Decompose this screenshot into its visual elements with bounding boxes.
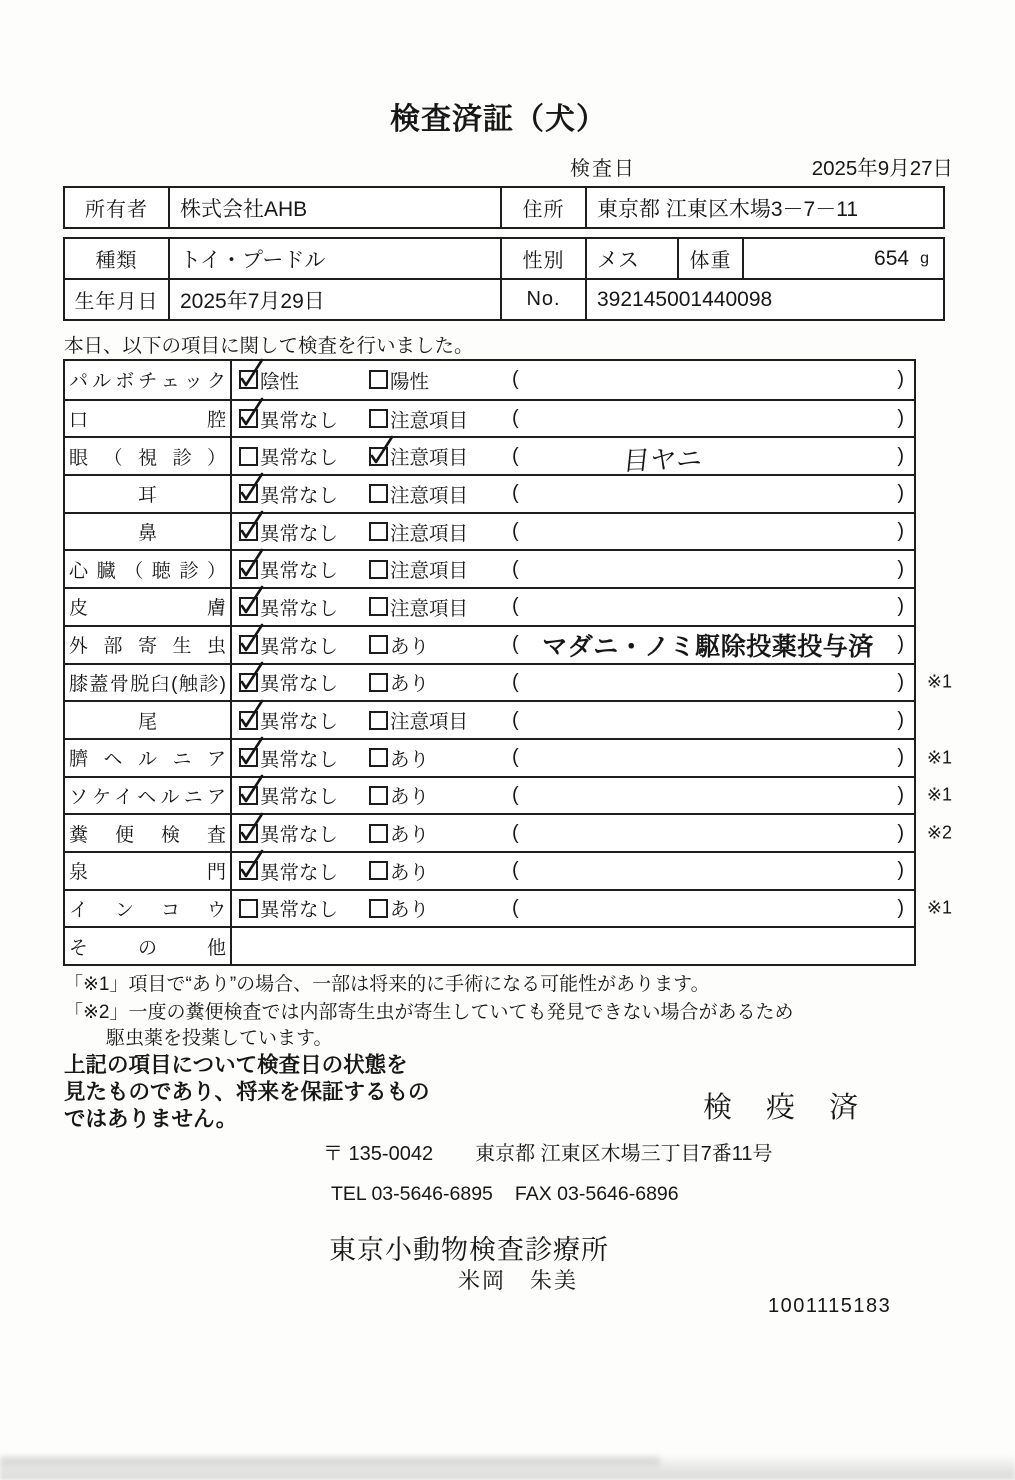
animal-info-table (63, 237, 945, 321)
row-note: ※1 (926, 747, 952, 768)
inspection-row-options (232, 551, 914, 587)
check-mark-icon (237, 584, 267, 616)
page-title: 検査済証（犬） (390, 103, 607, 136)
inspection-row-options (232, 589, 914, 625)
checkbox (369, 899, 388, 918)
exam-date-value: 2025年9月27日 (811, 157, 953, 180)
option-1 (239, 744, 369, 772)
remark-field (504, 822, 914, 845)
inspection-item-label: ソケイヘルニア (65, 778, 232, 814)
footnote-2-cont: 駆虫薬を投薬しています。 (106, 1028, 333, 1049)
option-2 (369, 366, 504, 394)
check-mark-icon (237, 848, 267, 880)
checkbox (239, 786, 258, 805)
option-2-label: 注意項目 (390, 597, 469, 620)
inspection-item-label: 糞便検査 (65, 815, 232, 851)
option-2 (369, 706, 504, 734)
paren-open: ( (512, 407, 519, 430)
check-mark-icon (237, 547, 267, 579)
option-1-label: 異常なし (260, 522, 339, 545)
owner-label: 所有者 (65, 188, 170, 227)
inspection-item-label: インコウ (65, 891, 232, 927)
option-1 (239, 668, 369, 696)
checkbox (239, 824, 258, 843)
sex-label: 性別 (502, 239, 587, 278)
inspection-table (63, 359, 952, 966)
inspection-row (65, 399, 914, 437)
option-2 (369, 593, 504, 621)
paren-close: ) (897, 708, 904, 731)
option-1 (239, 555, 369, 583)
checkbox (239, 899, 258, 918)
option-1-label: 陰性 (260, 370, 300, 393)
paren-close: ) (897, 520, 904, 543)
breed-value: トイ・プードル (170, 239, 502, 278)
option-1 (239, 781, 369, 809)
inspection-row (65, 549, 914, 587)
option-1 (239, 593, 369, 621)
paren-close: ) (897, 783, 904, 806)
intro-text: 本日、以下の項目に関して検査を行いました。 (64, 335, 474, 357)
option-1 (239, 819, 369, 847)
address-label: 住所 (502, 188, 587, 227)
option-2-label: あり (390, 861, 430, 884)
checkbox (239, 370, 258, 389)
row-note: ※1 (926, 784, 952, 805)
paren-open: ( (512, 896, 519, 919)
paren-open: ( (512, 670, 519, 693)
check-mark-icon (237, 357, 267, 389)
check-mark-icon (237, 471, 267, 503)
paren-close: ) (897, 633, 904, 656)
option-1-label: 異常なし (260, 673, 339, 696)
paren-open: ( (512, 859, 519, 882)
inspection-row-options (232, 853, 914, 889)
clinic-postal-code: 〒 135-0042 (323, 1143, 434, 1165)
row-note: ※1 (926, 671, 952, 692)
option-2-label: あり (390, 786, 430, 809)
option-2-label: 注意項目 (390, 409, 469, 432)
remark-field (504, 671, 914, 694)
remark-field (504, 627, 914, 663)
inspection-item-label: 泉門 (65, 853, 232, 889)
inspection-row (65, 436, 914, 477)
paren-open: ( (512, 368, 519, 391)
inspection-row (65, 700, 914, 738)
inspection-row-options (232, 891, 914, 927)
option-2 (369, 518, 504, 546)
option-2 (369, 819, 504, 847)
disclaimer-line: 見たものであり、将来を保証するもの (64, 1080, 430, 1104)
option-2-label: 注意項目 (390, 522, 469, 545)
checkbox (369, 635, 388, 654)
row-note: ※1 (926, 897, 952, 918)
clinic-fax: FAX 03-5646-6896 (514, 1183, 679, 1205)
remark-field (504, 746, 914, 769)
birth-row (65, 278, 943, 319)
disclaimer-line: 上記の項目について検査日の状態を (64, 1053, 408, 1077)
inspection-row-options (232, 361, 914, 399)
checkbox (239, 447, 258, 466)
checkbox (239, 560, 258, 579)
paren-close: ) (897, 557, 904, 580)
checkbox (239, 861, 258, 880)
checkbox (239, 409, 258, 428)
option-2-label: あり (390, 635, 430, 658)
inspection-item-label: 口腔 (65, 401, 232, 437)
inspection-row-options (232, 514, 914, 550)
clinic-tel: TEL 03-5646-6895 (331, 1183, 493, 1205)
check-mark-icon (237, 509, 267, 541)
option-1-label: 異常なし (260, 748, 339, 771)
inspection-item-label: 心臓（聴診） (65, 551, 232, 587)
inspection-row-options (232, 627, 914, 663)
check-mark-icon (237, 698, 267, 730)
paren-close: ) (897, 407, 904, 430)
paren-close: ) (897, 368, 904, 391)
checkbox (369, 560, 388, 579)
paren-close: ) (897, 746, 904, 769)
option-1-label: 異常なし (260, 711, 339, 734)
inspection-row-options (232, 476, 914, 512)
remark-field (504, 407, 914, 430)
option-2-label: 注意項目 (390, 484, 469, 507)
option-1 (239, 405, 369, 433)
inspection-row (65, 889, 952, 927)
inspection-row-options (232, 702, 914, 738)
option-2-label: あり (390, 748, 430, 771)
option-2-label: 陽性 (390, 370, 430, 393)
staff-name: 米岡 朱美 (458, 1268, 579, 1293)
option-1-label: 異常なし (260, 447, 339, 470)
inspection-row (65, 361, 914, 399)
paren-close: ) (897, 444, 904, 467)
inspection-row (65, 851, 914, 889)
checkbox (239, 711, 258, 730)
inspection-row-options (232, 665, 914, 701)
inspection-item-label: パルボチェック (65, 361, 232, 399)
inspection-row-options (232, 815, 914, 851)
inspection-row-options (232, 438, 914, 477)
address-value: 東京都 江東区木場3－7－11 (597, 197, 858, 221)
paren-close: ) (897, 859, 904, 882)
disclaimer-line: ではありません。 (64, 1107, 238, 1131)
option-1 (239, 366, 369, 394)
paren-open: ( (512, 557, 519, 580)
inspection-item-label: 尾 (65, 702, 232, 738)
remark-field (504, 520, 914, 543)
checkbox (369, 861, 388, 880)
checkbox (369, 786, 388, 805)
checkbox (369, 370, 388, 389)
check-mark-icon (237, 773, 267, 805)
check-mark-icon (367, 434, 397, 466)
option-1 (239, 857, 369, 885)
option-1-label: 異常なし (260, 597, 339, 620)
paren-close: ) (897, 821, 904, 844)
inspection-row-options (232, 740, 914, 776)
checkbox (369, 409, 388, 428)
clinic-address-row (323, 1137, 773, 1166)
owner-value: 株式会社AHB (170, 188, 502, 227)
remark-field (504, 368, 914, 391)
paren-open: ( (512, 482, 519, 505)
option-2 (369, 857, 504, 885)
option-2 (369, 781, 504, 809)
checkbox (369, 597, 388, 616)
option-2-label: 注意項目 (390, 711, 469, 734)
paren-close: ) (897, 896, 904, 919)
weight-unit: g (920, 249, 929, 267)
option-1 (239, 480, 369, 508)
option-1 (239, 894, 369, 922)
option-2 (369, 744, 504, 772)
serial-number: 1001115183 (768, 1295, 892, 1317)
remark-field (504, 482, 914, 505)
option-1 (239, 706, 369, 734)
checkbox (239, 748, 258, 767)
option-1-label: 異常なし (260, 635, 339, 658)
number-value: 392145001440098 (597, 287, 773, 311)
clinic-phone-row (331, 1183, 679, 1206)
option-2-label: あり (390, 673, 430, 696)
checkbox (369, 673, 388, 692)
inspection-item-label: 皮膚 (65, 589, 232, 625)
inspection-row (65, 926, 914, 964)
paren-open: ( (512, 520, 519, 543)
option-2-label: 注意項目 (390, 560, 469, 583)
checkbox (239, 484, 258, 503)
checkbox (239, 522, 258, 541)
checkbox (369, 484, 388, 503)
disclaimer (64, 1052, 430, 1133)
inspection-row-options (232, 401, 914, 437)
paren-open: ( (512, 746, 519, 769)
option-1 (239, 631, 369, 659)
option-2-label: あり (390, 824, 430, 847)
check-mark-icon (237, 622, 267, 654)
footnote-1: 「※1」項目で“あり”の場合、一部は将来的に手術になる可能性があります。 (64, 974, 710, 995)
inspection-item-label: 外部寄生虫 (65, 627, 232, 663)
breed-row (65, 239, 943, 278)
breed-label: 種類 (65, 239, 170, 278)
option-2 (369, 405, 504, 433)
option-1-label: 異常なし (260, 409, 339, 432)
scan-edge-artifact (0, 1456, 660, 1466)
option-2-label: あり (390, 899, 430, 922)
inspection-item-label: 膝蓋骨脱臼(触診) (65, 665, 232, 701)
checkbox (369, 824, 388, 843)
checkbox (369, 447, 388, 466)
paren-open: ( (512, 708, 519, 731)
paren-open: ( (512, 633, 519, 656)
inspection-row (65, 738, 952, 776)
sex-value: メス (587, 239, 679, 278)
paren-close: ) (897, 595, 904, 618)
option-1 (239, 518, 369, 546)
remark-field (504, 784, 914, 807)
option-2 (369, 668, 504, 696)
remark-field (504, 595, 914, 618)
option-1-label: 異常なし (260, 786, 339, 809)
paren-close: ) (897, 670, 904, 693)
owner-row (65, 188, 943, 227)
inspection-row (65, 663, 952, 701)
option-1-label: 異常なし (260, 484, 339, 507)
weight-number: 654 (874, 246, 910, 270)
inspection-item-label: 眼（視診） (65, 438, 232, 474)
birth-label: 生年月日 (65, 280, 170, 319)
paren-open: ( (512, 444, 519, 467)
remark-text: 目ヤニ (621, 443, 705, 477)
weight-value (744, 239, 943, 278)
checkbox (369, 748, 388, 767)
clinic-address: 東京都 江東区木場三丁目7番11号 (475, 1143, 773, 1165)
paren-open: ( (512, 821, 519, 844)
inspection-row (65, 813, 952, 851)
option-2 (369, 631, 504, 659)
remark-field (504, 558, 914, 581)
remark-field (504, 438, 914, 475)
inspection-item-label: 耳 (65, 476, 232, 512)
inspection-row (65, 587, 914, 625)
option-1 (239, 442, 369, 470)
check-mark-icon (237, 811, 267, 843)
check-mark-icon (237, 396, 267, 428)
paren-open: ( (512, 595, 519, 618)
remark-field (504, 897, 914, 920)
option-2-label: 注意項目 (390, 447, 469, 470)
inspection-item-label: 臍ヘルニア (65, 740, 232, 776)
option-1-label: 異常なし (260, 560, 339, 583)
checkbox (369, 522, 388, 541)
option-1-label: 異常なし (260, 824, 339, 847)
birth-value: 2025年7月29日 (170, 280, 502, 319)
weight-label: 体重 (679, 239, 744, 278)
check-mark-icon (237, 660, 267, 692)
exam-date-label: 検査日 (570, 158, 636, 180)
inspection-item-label: その他 (65, 928, 232, 964)
paren-open: ( (512, 783, 519, 806)
remark-field (504, 859, 914, 882)
row-note: ※2 (926, 822, 952, 843)
option-1-label: 異常なし (260, 899, 339, 922)
remark-field (504, 709, 914, 732)
checkbox (369, 711, 388, 730)
check-mark-icon (237, 735, 267, 767)
remark-text: マダニ・ノミ駆除投薬投与済 (542, 632, 874, 661)
option-2 (369, 894, 504, 922)
checkbox (239, 597, 258, 616)
footnote-2: 「※2」一度の糞便検査では内部寄生虫が寄生していても発見できない場合があるため (64, 1002, 794, 1023)
inspection-row (65, 474, 914, 512)
inspection-row (65, 776, 952, 814)
inspection-row (65, 512, 914, 550)
paren-close: ) (897, 482, 904, 505)
inspection-row (65, 625, 914, 663)
quarantine-stamp: 検 疫 済 (703, 1092, 872, 1124)
owner-table (63, 186, 945, 229)
inspection-item-label: 鼻 (65, 514, 232, 550)
inspection-row-options (232, 778, 914, 814)
option-1-label: 異常なし (260, 861, 339, 884)
clinic-name: 東京小動物検査診療所 (329, 1235, 609, 1265)
inspection-row-options (232, 928, 914, 964)
option-2 (369, 480, 504, 508)
number-label: No. (502, 280, 587, 319)
checkbox (239, 635, 258, 654)
checkbox (239, 673, 258, 692)
option-2 (369, 555, 504, 583)
